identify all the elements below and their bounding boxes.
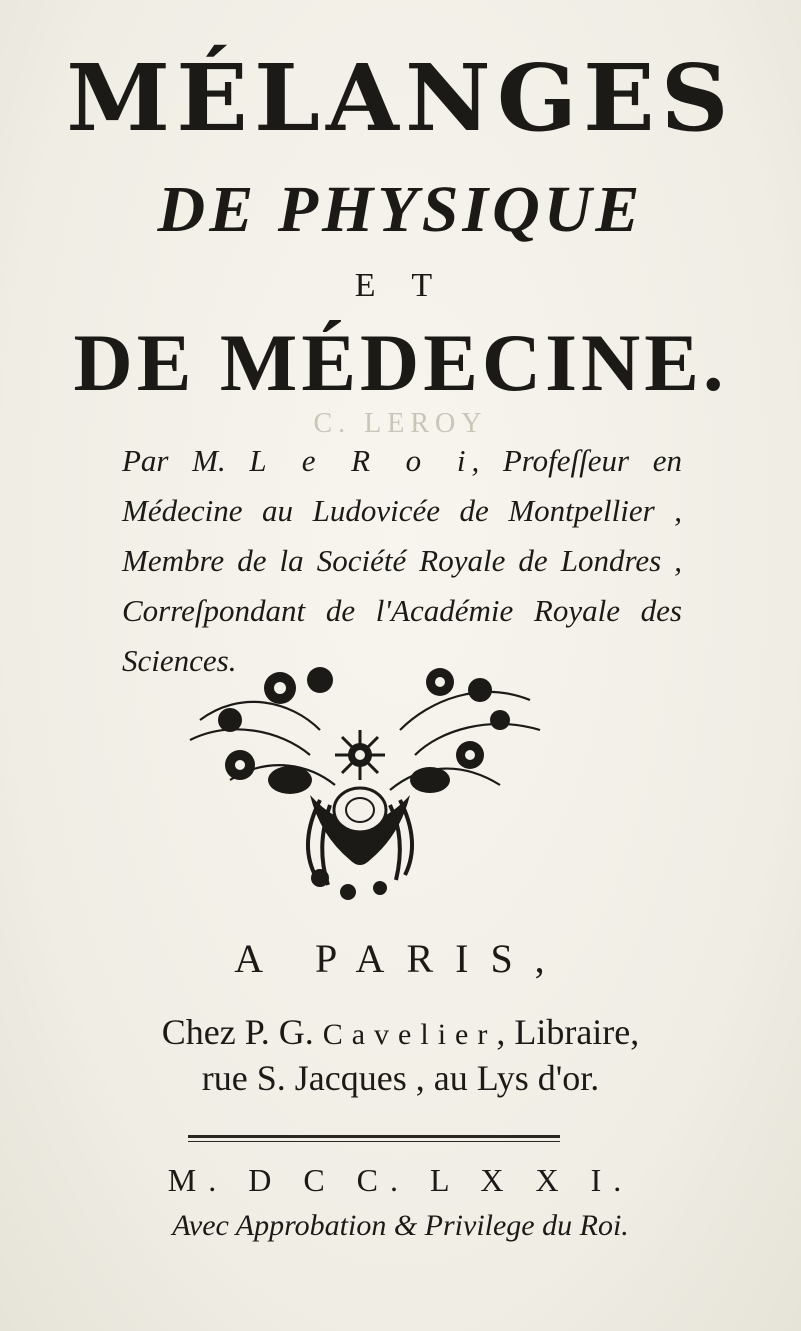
- author-statement: [122, 436, 682, 686]
- author-description: , Profeſſeur en Médecine au Ludovicée de Montpellier , Membre de la Société Royale de Londres , Correſpondant de l'Académie Royale des Sciences.: [122, 443, 683, 678]
- divider-rule: [188, 1135, 560, 1138]
- title-de-medecine: DE MÉDECINE.: [73, 317, 728, 408]
- imprint-place: A PARIS,: [234, 936, 567, 981]
- divider-rule-thin: [188, 1141, 560, 1142]
- imprint-date: M. D C C. L X X I.: [167, 1162, 634, 1198]
- author-prefix: Par M.: [122, 443, 226, 478]
- floral-basket-icon: [170, 660, 550, 900]
- publisher-name: Cavelier: [322, 1018, 497, 1051]
- faint-inscription: C. LEROY: [313, 408, 488, 439]
- publisher-prefix: Chez P. G.: [161, 1012, 314, 1052]
- title-et: E T: [354, 267, 447, 304]
- imprint-publisher: [0, 1010, 801, 1057]
- imprint-address: rue S. Jacques , au Lys d'or.: [201, 1058, 600, 1098]
- title-de-physique: DE PHYSIQUE: [157, 173, 644, 246]
- author-name: L e R o i: [249, 443, 472, 478]
- title-melanges: MÉLANGES: [66, 44, 735, 152]
- imprint-approbation: Avec Approbation & Privilege du Roi.: [172, 1209, 629, 1242]
- publisher-suffix: , Libraire,: [496, 1012, 640, 1052]
